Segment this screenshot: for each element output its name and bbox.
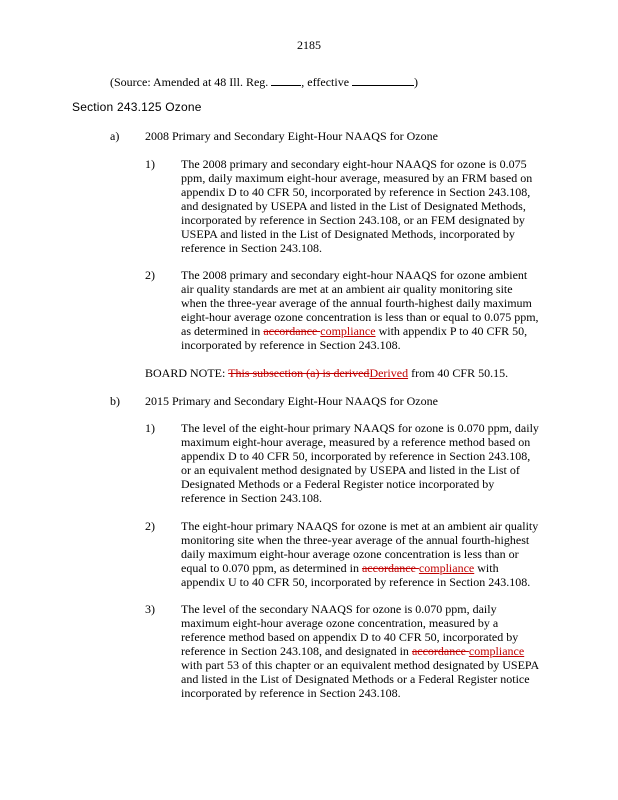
text-line-with-revision — [181, 561, 541, 575]
subsection-b-letter: b) — [110, 394, 120, 408]
text-line: and listed in the List of Designated Methods or a Federal Register notice — [181, 672, 530, 686]
text-line: with part 53 of this chapter or an equivalent method designated by USEPA — [181, 658, 540, 672]
text-segment: equal to 0.070 ppm, as determined in — [181, 561, 362, 575]
item-a1-number: 1) — [145, 157, 155, 171]
text-segment: reference in Section 243.108, and designated in — [181, 644, 412, 658]
text-line: The level of the secondary NAAQS for ozone is 0.070 ppm, daily — [181, 602, 497, 616]
text-line: air quality standards are met at an ambient air quality monitoring site — [181, 282, 513, 296]
item-b3-number: 3) — [145, 602, 155, 616]
register-blank — [271, 74, 301, 86]
deleted-text: accordance — [263, 324, 321, 338]
text-line: daily maximum eight-hour average ozone concentration is less than or — [181, 547, 519, 561]
text-line: eight-hour average ozone concentration is less than or equal to 0.075 ppm, — [181, 310, 539, 324]
item-b1-text — [181, 421, 541, 505]
source-note — [110, 74, 418, 89]
text-segment: from 40 CFR 50.15. — [408, 366, 509, 380]
text-line: incorporated by reference in Section 243.108. — [181, 686, 401, 700]
subsection-a-title: 2008 Primary and Secondary Eight-Hour NAAQS for Ozone — [145, 129, 438, 143]
inserted-text: compliance — [468, 644, 525, 658]
source-prefix: (Source: Amended at 48 Ill. Reg. — [110, 75, 272, 89]
text-line: maximum eight-hour average, measured by a reference method based on — [181, 435, 531, 449]
source-mid: , effective — [301, 75, 353, 89]
text-line-with-revision — [181, 644, 541, 658]
text-line: reference method based on appendix D to 40 CFR 50, incorporated by — [181, 630, 519, 644]
item-b1-number: 1) — [145, 421, 155, 435]
text-line-with-revision — [181, 324, 541, 338]
text-line: The 2008 primary and secondary eight-hour NAAQS for ozone ambient — [181, 268, 528, 282]
deleted-text: accordance — [411, 644, 469, 658]
inserted-text: compliance — [418, 561, 475, 575]
text-line: appendix D to 40 CFR 50, incorporated by reference in Section 243.108, — [181, 185, 531, 199]
text-line: USEPA and listed in the List of Designated Methods, incorporated by — [181, 227, 515, 241]
page-number: 2185 — [297, 38, 321, 52]
text-line: ppm, daily maximum eight-hour average, measured by an FRM based on — [181, 171, 533, 185]
item-b2-text — [181, 519, 541, 589]
section-heading: Section 243.125 Ozone — [72, 100, 202, 114]
text-line: and designated by USEPA and listed in the List of Designated Methods, — [181, 199, 526, 213]
text-segment: with appendix P to 40 CFR 50, — [375, 324, 528, 338]
source-suffix: ) — [414, 75, 419, 89]
text-line: monitoring site when the three-year average of the annual fourth-highest — [181, 533, 530, 547]
subsection-b-title: 2015 Primary and Secondary Eight-Hour NAAQS for Ozone — [145, 394, 438, 408]
deleted-text: This subsection (a) is derived — [228, 366, 370, 380]
inserted-text: compliance — [320, 324, 376, 338]
inserted-text: Derived — [369, 366, 409, 380]
text-line: reference in Section 243.108. — [181, 241, 322, 255]
text-line: The 2008 primary and secondary eight-hour NAAQS for ozone is 0.075 — [181, 157, 527, 171]
text-line: appendix U to 40 CFR 50, incorporated by reference in Section 243.108. — [181, 575, 531, 589]
item-a1-text — [181, 157, 541, 255]
item-b3-text — [181, 602, 541, 700]
item-b2-number: 2) — [145, 519, 155, 533]
text-line: appendix D to 40 CFR 50, incorporated by reference in Section 243.108, — [181, 449, 531, 463]
item-a2-number: 2) — [145, 268, 155, 282]
text-line: The level of the eight-hour primary NAAQS for ozone is 0.070 ppm, daily — [181, 421, 539, 435]
text-line: The eight-hour primary NAAQS for ozone is met at an ambient air quality — [181, 519, 539, 533]
text-line: incorporated by reference in Section 243.108. — [181, 338, 401, 352]
subsection-a-letter: a) — [110, 129, 120, 143]
text-line: when the three-year average of the annual fourth-highest daily maximum — [181, 296, 532, 310]
text-segment: as determined in — [181, 324, 264, 338]
item-a2-text — [181, 268, 541, 352]
text-line: incorporated by reference in Section 243.108, or an FEM designated by — [181, 213, 525, 227]
text-line: reference in Section 243.108. — [181, 491, 322, 505]
board-note — [145, 366, 508, 380]
text-line: or an equivalent method designated by USEPA and listed in the List of — [181, 463, 520, 477]
text-segment: with — [474, 561, 499, 575]
text-line: Designated Methods or a Federal Register notice incorporated by — [181, 477, 495, 491]
board-note-label: BOARD NOTE: — [145, 366, 229, 380]
effective-blank — [352, 74, 414, 86]
deleted-text: accordance — [361, 561, 419, 575]
text-line: maximum eight-hour average ozone concentration, measured by a — [181, 616, 499, 630]
